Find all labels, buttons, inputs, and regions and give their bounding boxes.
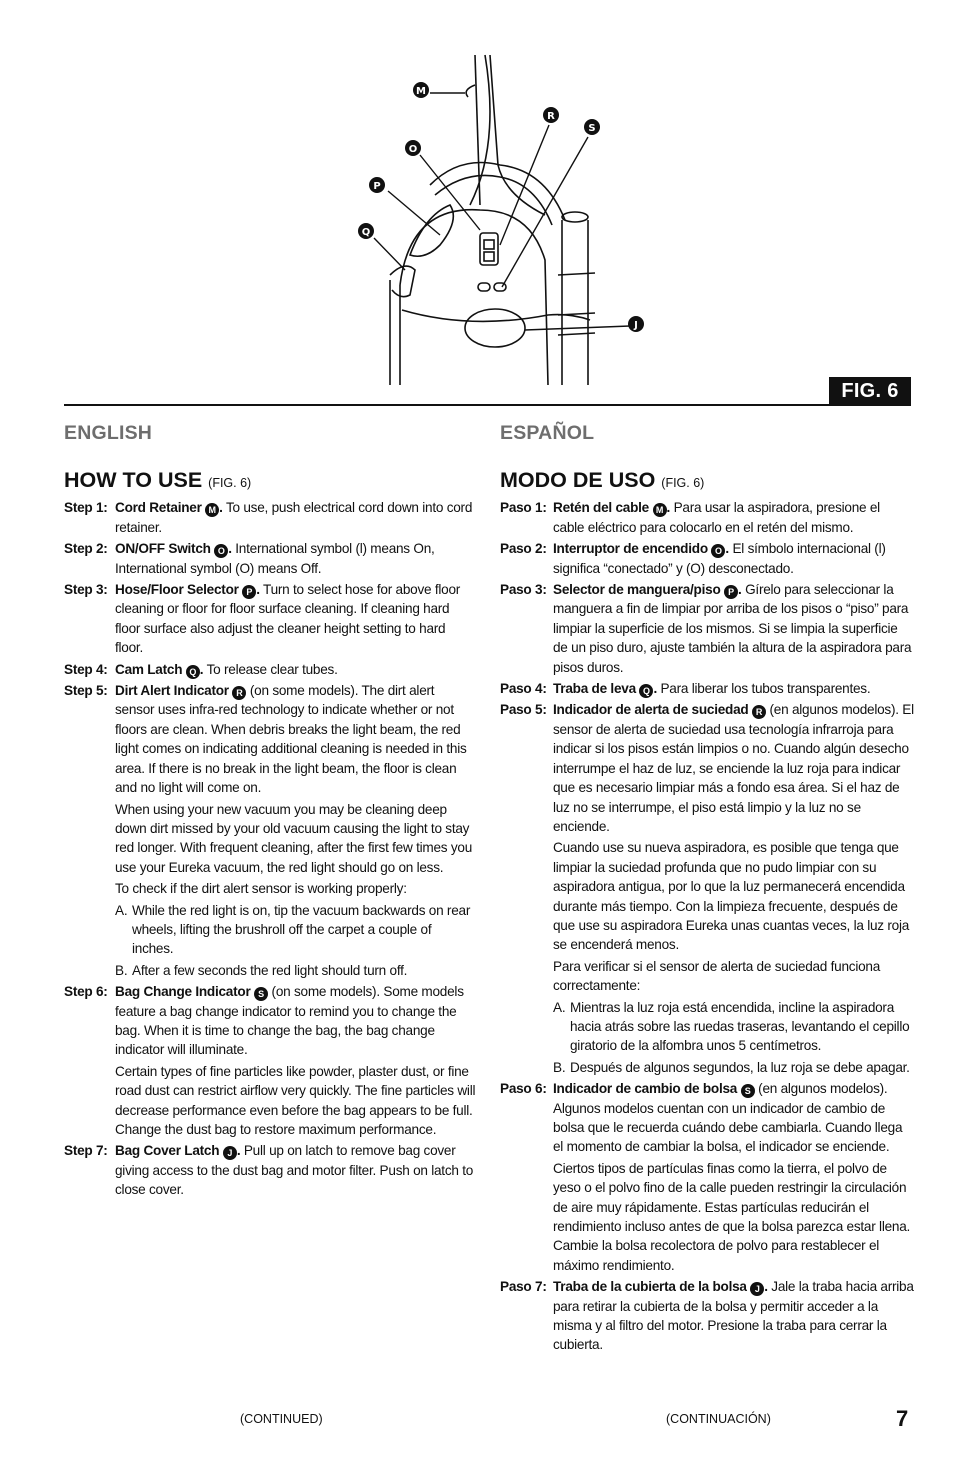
language-heading-english: ENGLISH bbox=[64, 422, 153, 444]
callout-s: S bbox=[588, 123, 596, 134]
callout-j: J bbox=[634, 320, 638, 331]
paso-4: Paso 4: Traba de leva Q . Para liberar los tubos transparentes. bbox=[500, 681, 871, 697]
step-6: Step 6: Bag Change Indicator S (on some models). Some models feature a bag change indicator to remind you to change the bag. When it is time to change the bag, the bag change indicator will illuminate. Certain types of fine particles like powder, plaster dust, or fine road dust can restrict airflow very quickly. The fine particles will decrease performance even before the bag appears to be full. Change the dust bag to restore maximum performance. bbox=[64, 984, 476, 1137]
paso-7: Paso 7: Traba de la cubierta de la bolsa J . Jale la traba hacia arriba para retirar la cubierta de la bolsa y permitir acceder a la misma y al filtro del motor. Presione la traba para cerrar la cubierta. bbox=[500, 1279, 914, 1353]
callout-q: Q bbox=[361, 227, 371, 238]
paso-2: Paso 2: Interruptor de encendido O . El símbolo internacional (l) significa “conectado” y (O) desconectado. bbox=[500, 541, 886, 576]
footer-continued: (CONTINUED) bbox=[240, 1412, 323, 1426]
marker-o-icon: O bbox=[214, 544, 228, 558]
page-number: 7 bbox=[896, 1406, 909, 1431]
marker-r-icon: R bbox=[752, 705, 766, 719]
marker-m-icon: M bbox=[205, 503, 219, 517]
spanish-column bbox=[500, 424, 914, 1357]
vacuum-diagram bbox=[330, 45, 660, 390]
marker-p-icon: P bbox=[724, 585, 738, 599]
marker-p-icon: P bbox=[242, 585, 256, 599]
marker-q-icon: Q bbox=[639, 684, 653, 698]
step-3: Step 3: Hose/Floor Selector P . Turn to select hose for above floor cleaning or floor for floor surface cleaning. If cleaning hard floor surface also adjust the cleaner height setting to hard floor. bbox=[64, 582, 461, 656]
step-5: Step 5: Dirt Alert Indicator R (on some models). The dirt alert sensor uses infra-red technology to indicate whether or not floors are clean. When debris breaks the light beam, the red light comes on indicating additional cleaning is needed in this area. If there is no break in the light beam, the floor is clean and no light will come on. When using your new vacuum you may be cleaning deep down dirt missed by your old vacuum causing the light to stay red longer. With frequent cleaning, after the first few times you use your Eureka vacuum, the red light should go on less. To check if the dirt alert sensor is working properly: A. While the red light is on, tip the vacuum backwards on rear wheels, lifting the brushroll off the carpet a couple of inches. B. After a few seconds the red light should turn off. bbox=[64, 683, 473, 978]
figure-label: FIG. 6 bbox=[829, 377, 911, 405]
callout-p: P bbox=[373, 181, 381, 192]
paso-3: Paso 3: Selector de manguera/piso P . Gírelo para seleccionar la manguera a fin de limpiar por arriba de los pisos o “piso” para limpiar la superficie de los mismos. Si se limpia la superficie de un piso duro, ajuste también la altura de la aspiradora para pisos duros. bbox=[500, 582, 912, 675]
callout-m: M bbox=[416, 86, 426, 97]
section-title-spanish: MODO DE USO (FIG. 6) bbox=[500, 468, 705, 493]
marker-q-icon: Q bbox=[186, 665, 200, 679]
step-7: Step 7: Bag Cover Latch J . Pull up on latch to remove bag cover giving access to the dust bag and motor filter. Push on latch to close cover. bbox=[64, 1143, 474, 1198]
paso-1: Paso 1: Retén del cable M . Para usar la aspiradora, presione el cable eléctrico para colocarlo en el retén del mismo. bbox=[500, 500, 880, 535]
step-4: Step 4: Cam Latch Q . To release clear tubes. bbox=[64, 661, 338, 677]
paso-5: Paso 5: Indicador de alerta de suciedad R (en algunos modelos). El sensor de alerta de suciedad usa tecnología infrarroja para indicar si los pisos están limpios o no. Cuando algún desecho interrumpe el haz de luz, se enciende la luz roja para indicar que es necesario limpiar más a fondo esa área. Si el haz de luz no se interrumpe, el piso está limpio y la luz no se enciende. Cuando use su nueva aspiradora, es posible que tenga que limpiar la suciedad profunda que no pudo limpiar con su aspiradora antigua, por lo que la luz permanecerá encendida durante más tiempo. Con la limpieza frecuente, después de que use su aspiradora Eureka unas cuantas veces, la luz roja se encenderá menos. Para verificar si el sensor de alerta de suciedad funciona correctamente: A. Mientras la luz roja está encendida, incline la aspiradora hacia atrás sobre las ruedas traseras, levantando el cepillo giratorio de la alfombra unos 5 centímetros. B. Después de algunos segundos, la luz roja se debe apagar. bbox=[500, 702, 914, 1075]
divider bbox=[64, 404, 911, 406]
section-title-english: HOW TO USE (FIG. 6) bbox=[64, 468, 252, 493]
marker-j-icon: J bbox=[223, 1146, 237, 1160]
callout-o: O bbox=[408, 144, 418, 155]
marker-s-icon: S bbox=[741, 1084, 755, 1098]
callout-r: R bbox=[547, 111, 555, 122]
step-2: Step 2: ON/OFF Switch O . International symbol (l) means On, International symbol (O) means Off. bbox=[64, 541, 435, 576]
marker-j-icon: J bbox=[750, 1282, 764, 1296]
marker-s-icon: S bbox=[254, 987, 268, 1001]
step-1: Step 1: Cord Retainer M . To use, push electrical cord down into cord retainer. bbox=[64, 500, 473, 535]
footer-continuacion: (CONTINUACIÓN) bbox=[666, 1412, 771, 1426]
marker-r-icon: R bbox=[232, 686, 246, 700]
language-heading-spanish: ESPAÑOL bbox=[500, 422, 595, 444]
english-column bbox=[64, 424, 476, 1202]
marker-o-icon: O bbox=[711, 544, 725, 558]
paso-6: Paso 6: Indicador de cambio de bolsa S (en algunos modelos). Algunos modelos cuentan con un indicador de cambio de bolsa que le recuerda cuándo debe cambiarla. Cuando llega el momento de cambiar la bolsa, el indicador se enciende. Ciertos tipos de partículas finas como la tierra, el polvo de yeso o el polvo fino de la calle pueden restringir la circulación de aire muy rápidamente. Estas partículas reducirán el rendimiento incluso antes de que la bolsa parezca estar llena. Cambie la bolsa recolectora de polvo para restablecer el máximo rendimiento. bbox=[500, 1081, 911, 1273]
marker-m-icon: M bbox=[653, 503, 667, 517]
